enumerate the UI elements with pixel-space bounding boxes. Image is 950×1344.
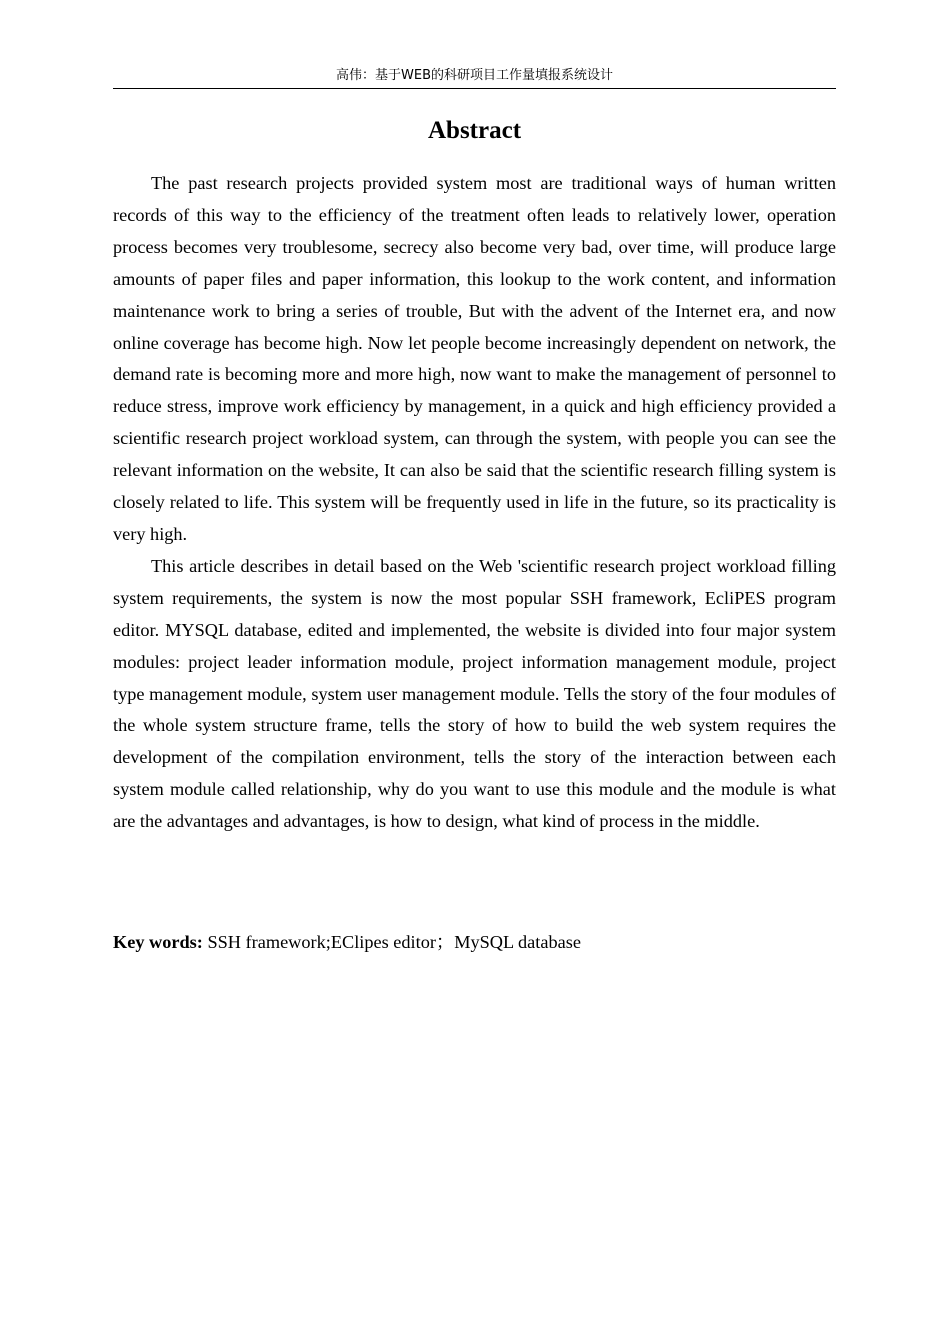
keywords-text: SSH framework;EClipes editor；MySQL database bbox=[207, 932, 581, 952]
header-rule bbox=[113, 88, 836, 89]
keywords-label: Key words: bbox=[113, 932, 203, 952]
abstract-title: Abstract bbox=[427, 117, 522, 144]
abstract-paragraph-2: This article describes in detail based on the Web 'scientific research project workload filling system requirements, the system is now the most popular SSH framework, EcliPES program editor. MYSQL database, edited and implemented, the website is divided into four major system modules: project leader information module, project information management module, project type management module, system user management module. Tells the story of the four modules of the whole system structure frame, tells the story of how to build the web system requires the development of the compilation environment, tells the story of the interaction between each system module called relationship, why do you want to use this module and the module is what are the advantages and advantages, is how to design, what kind of process in the middle. bbox=[113, 555, 836, 832]
abstract-paragraph-1: The past research projects provided system most are traditional ways of human written records of this way to the efficiency of the treatment often leads to relatively lower, operation process becomes very troublesome, secrecy also become very bad, over time, will produce large amounts of paper files and paper information, this lookup to the work content, and information maintenance work to bring a series of trouble, But with the advent of the Internet era, and now online coverage has become high. Now let people become increasingly dependent on network, the demand rate is becoming more and more high, now want to make the management of personnel to reduce stress, improve work efficiency by management, in a quick and high efficiency provided a scientific research project workload system, can through the system, with people you can see the relevant information on the website, It can also be said that the scientific research filling system is closely related to life. This system will be frequently used in life in the future, so its practicality is very high. bbox=[113, 173, 836, 544]
keywords-line bbox=[113, 927, 836, 959]
abstract-body bbox=[113, 168, 836, 838]
running-header: 高伟：基于WEB的科研项目工作量填报系统设计 bbox=[336, 68, 613, 83]
